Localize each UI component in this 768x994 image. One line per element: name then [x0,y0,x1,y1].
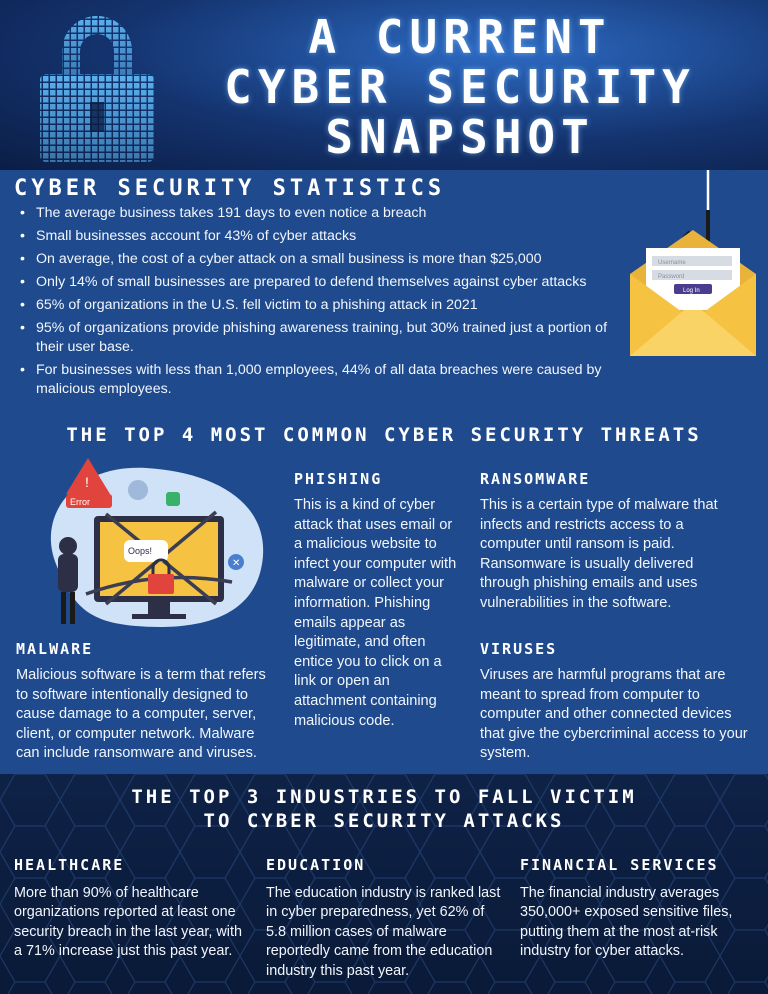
threat-phishing [294,470,460,731]
statistics-heading: CYBER SECURITY STATISTICS [14,176,446,201]
password-placeholder: Password [658,274,685,280]
threat-heading: VIRUSES [480,640,558,658]
industry-education [266,856,506,981]
industry-heading: FINANCIAL SERVICES [520,856,719,874]
threats-section [0,410,768,774]
svg-text:!: ! [85,474,89,490]
threat-description: Viruses are harmful programs that are meant to spread from computer to computer and other connected devices that give the cybercriminal access to your system. [480,667,748,762]
unlock-badge-icon [166,492,180,506]
industry-healthcare [14,856,250,962]
threat-heading: MALWARE [16,640,94,658]
phishing-email-hook-illustration [626,170,760,360]
page-title-line-1: A CURRENT [308,10,612,64]
malware-computer-illustration [36,454,272,634]
threat-ransomware [480,470,730,614]
threat-heading: RANSOMWARE [480,470,591,488]
padlock-icon [22,6,172,166]
oops-label: Oops! [128,546,153,556]
statistics-list [20,204,630,403]
industries-section [0,774,768,994]
industries-heading-line-2: TO CYBER SECURITY ATTACKS [203,810,565,832]
stat-item: • 65% of organizations in the U.S. fell victim to a phishing attack in 2021 [20,296,630,315]
industry-description: The financial industry averages 350,000+ exposed sensitive files, putting them at the most at-risk industry for cyber attacks. [520,885,733,960]
stat-item: • The average business takes 191 days to even notice a breach [20,204,630,223]
stat-item: • Only 14% of small businesses are prepared to defend themselves against cyber attacks [20,273,630,292]
stat-item: • For businesses with less than 1,000 employees, 44% of all data breaches were caused by malicious employees. [20,361,630,399]
industry-heading: EDUCATION [266,856,366,874]
industry-description: More than 90% of healthcare organizations reported at least one security breach in the last year, with a 71% increase just this past year. [14,885,242,960]
hacker-figure-icon [58,537,78,624]
stat-item: • On average, the cost of a cyber attack on a small business is more than $25,000 [20,250,630,269]
threats-heading: THE TOP 4 MOST COMMON CYBER SECURITY THREATS [66,424,702,446]
page-title-line-2: CYBER SECURITY [224,60,696,114]
error-label: Error [70,497,90,507]
threat-viruses [480,640,750,764]
stat-item: • Small businesses account for 43% of cyber attacks [20,227,630,246]
industry-heading: HEALTHCARE [14,856,125,874]
threat-description: This is a kind of cyber attack that uses email or a malicious website to infect your computer with malware or collect your information. Phishing emails appear as legitimate, and often entice you to click on a link or open an attachment containing malicious code. [294,497,457,729]
threat-heading: PHISHING [294,470,383,488]
header-banner [0,0,768,170]
skull-icon [128,480,148,500]
username-placeholder: Username [658,260,686,266]
statistics-section [0,170,768,410]
industry-description: The education industry is ranked last in cyber preparedness, yet 62% of 5.8 million cases of malware reportedly came from the education industry this past year. [266,885,501,979]
stat-item: • 95% of organizations provide phishing awareness training, but 30% trained just a portion of their user base. [20,319,630,357]
svg-text:✕: ✕ [232,558,241,569]
industries-heading-line-1: THE TOP 3 INDUSTRIES TO FALL VICTIM [131,786,637,808]
threat-description: This is a certain type of malware that infects and restricts access to a computer until ransom is paid. Ransomware is usually delivered through phishing emails and uses vulnerabilities in the software. [480,497,718,611]
industry-financial-services [520,856,752,962]
page-title-line-3: SNAPSHOT [325,110,595,164]
threat-malware [16,640,280,764]
login-label: Log In [683,288,700,294]
threat-description: Malicious software is a term that refers to software intentionally designed to cause damage to a computer, server, client, or computer network. Malware can include ransomware and viruses. [16,667,266,762]
